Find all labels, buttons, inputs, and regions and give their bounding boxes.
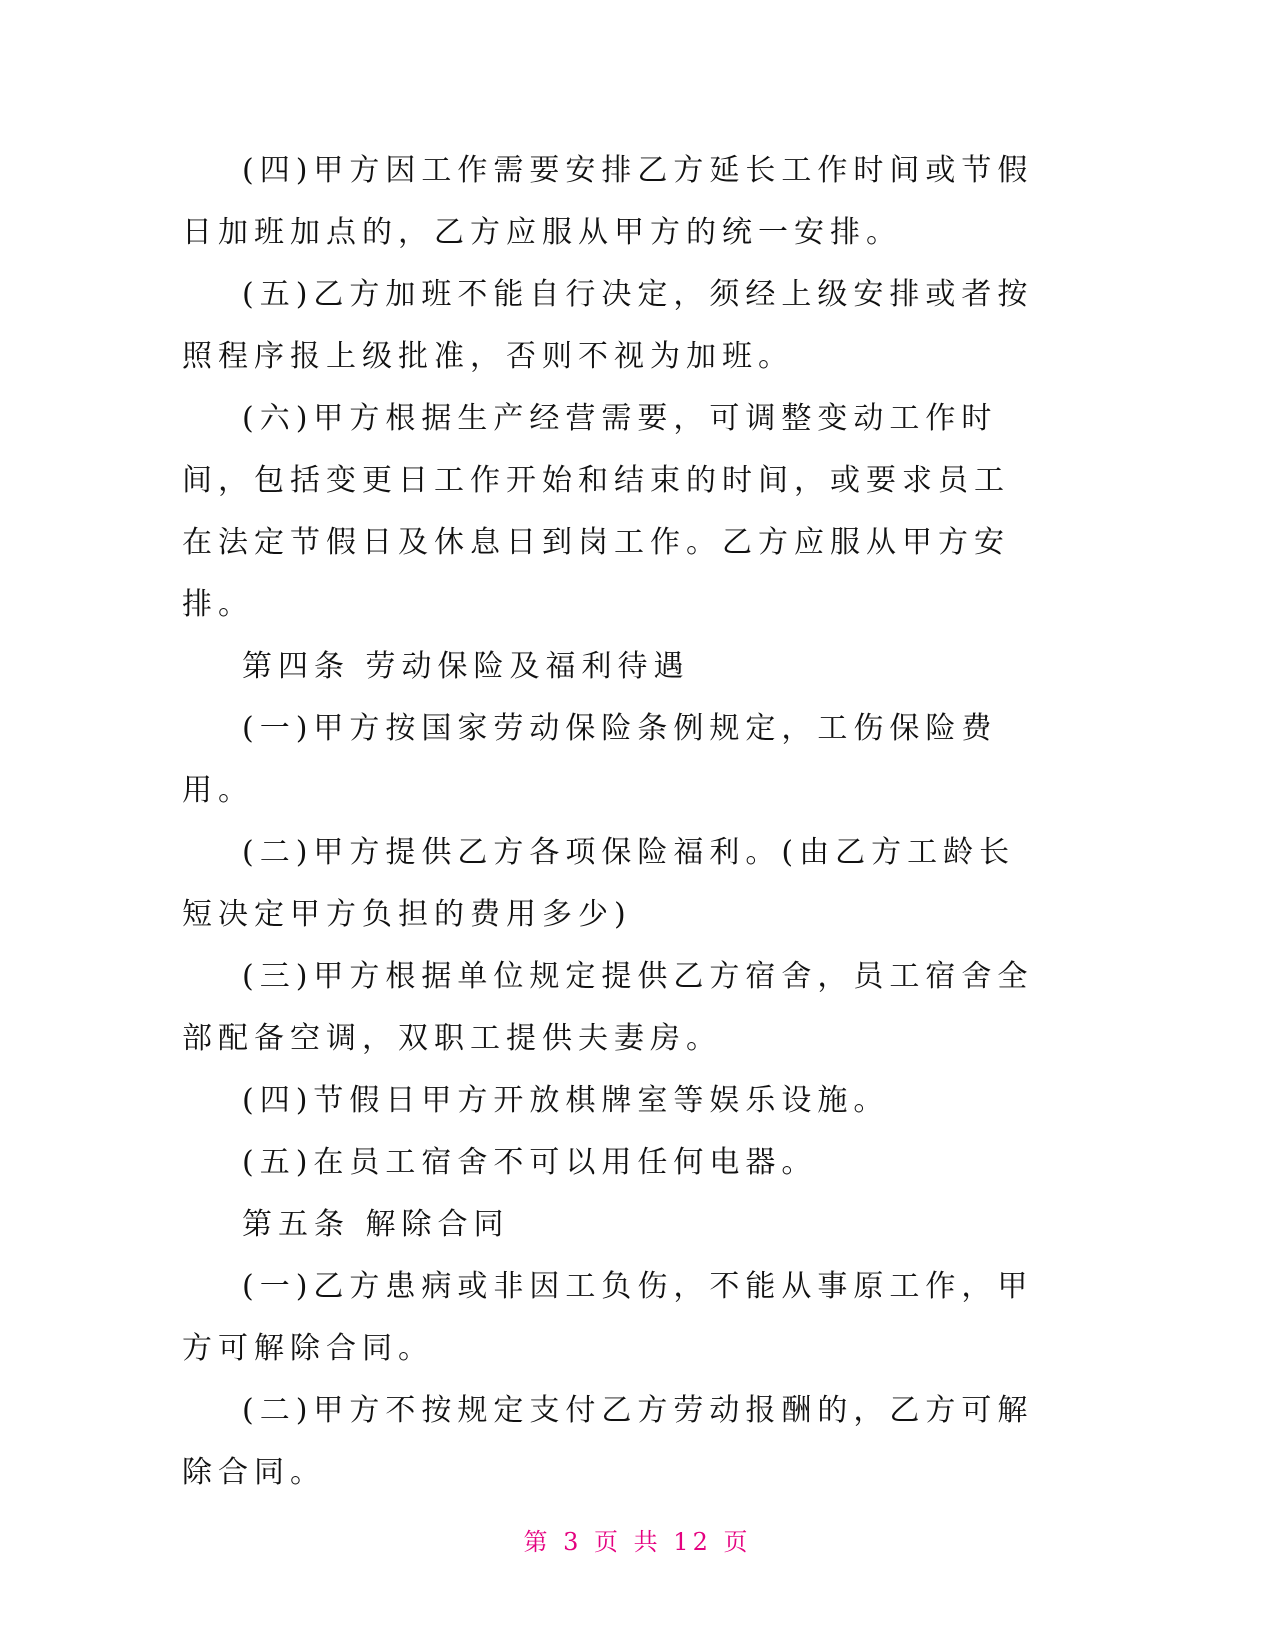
paragraph-overtime-approval: (五)乙方加班不能自行决定，须经上级安排或者按照程序报上级批准，否则不视为加班。: [182, 277, 1034, 374]
paragraph-illness-termination: (一)乙方患病或非因工负伤，不能从事原工作，甲方可解除合同。: [182, 1269, 1034, 1366]
paragraph-unpaid-termination: (二)甲方不按规定支付乙方劳动报酬的，乙方可解除合同。: [182, 1393, 1034, 1490]
paragraph-labor-insurance: (一)甲方按国家劳动保险条例规定，工伤保险费用。: [182, 711, 998, 808]
document-body: [182, 140, 1042, 1504]
paragraph-no-appliances: (五)在员工宿舍不可以用任何电器。: [242, 1145, 818, 1180]
page-footer: 第 3 页 共 12 页: [523, 1528, 752, 1556]
article-5-heading: 第五条 解除合同: [242, 1207, 510, 1242]
paragraph-work-overtime-arrangement: (四)甲方因工作需要安排乙方延长工作时间或节假日加班加点的，乙方应服从甲方的统一安排。: [182, 153, 1034, 250]
article-4-heading: 第四条 劳动保险及福利待遇: [242, 649, 690, 684]
paragraph-recreation: (四)节假日甲方开放棋牌室等娱乐设施。: [242, 1083, 890, 1118]
paragraph-adjust-working-hours: (六)甲方根据生产经营需要，可调整变动工作时间，包括变更日工作开始和结束的时间，或要求员工在法定节假日及休息日到岗工作。乙方应服从甲方安排。: [182, 401, 1010, 622]
paragraph-insurance-benefits: (二)甲方提供乙方各项保险福利。(由乙方工龄长短决定甲方负担的费用多少): [182, 835, 1016, 932]
paragraph-dormitory: (三)甲方根据单位规定提供乙方宿舍，员工宿舍全部配备空调，双职工提供夫妻房。: [182, 959, 1034, 1056]
